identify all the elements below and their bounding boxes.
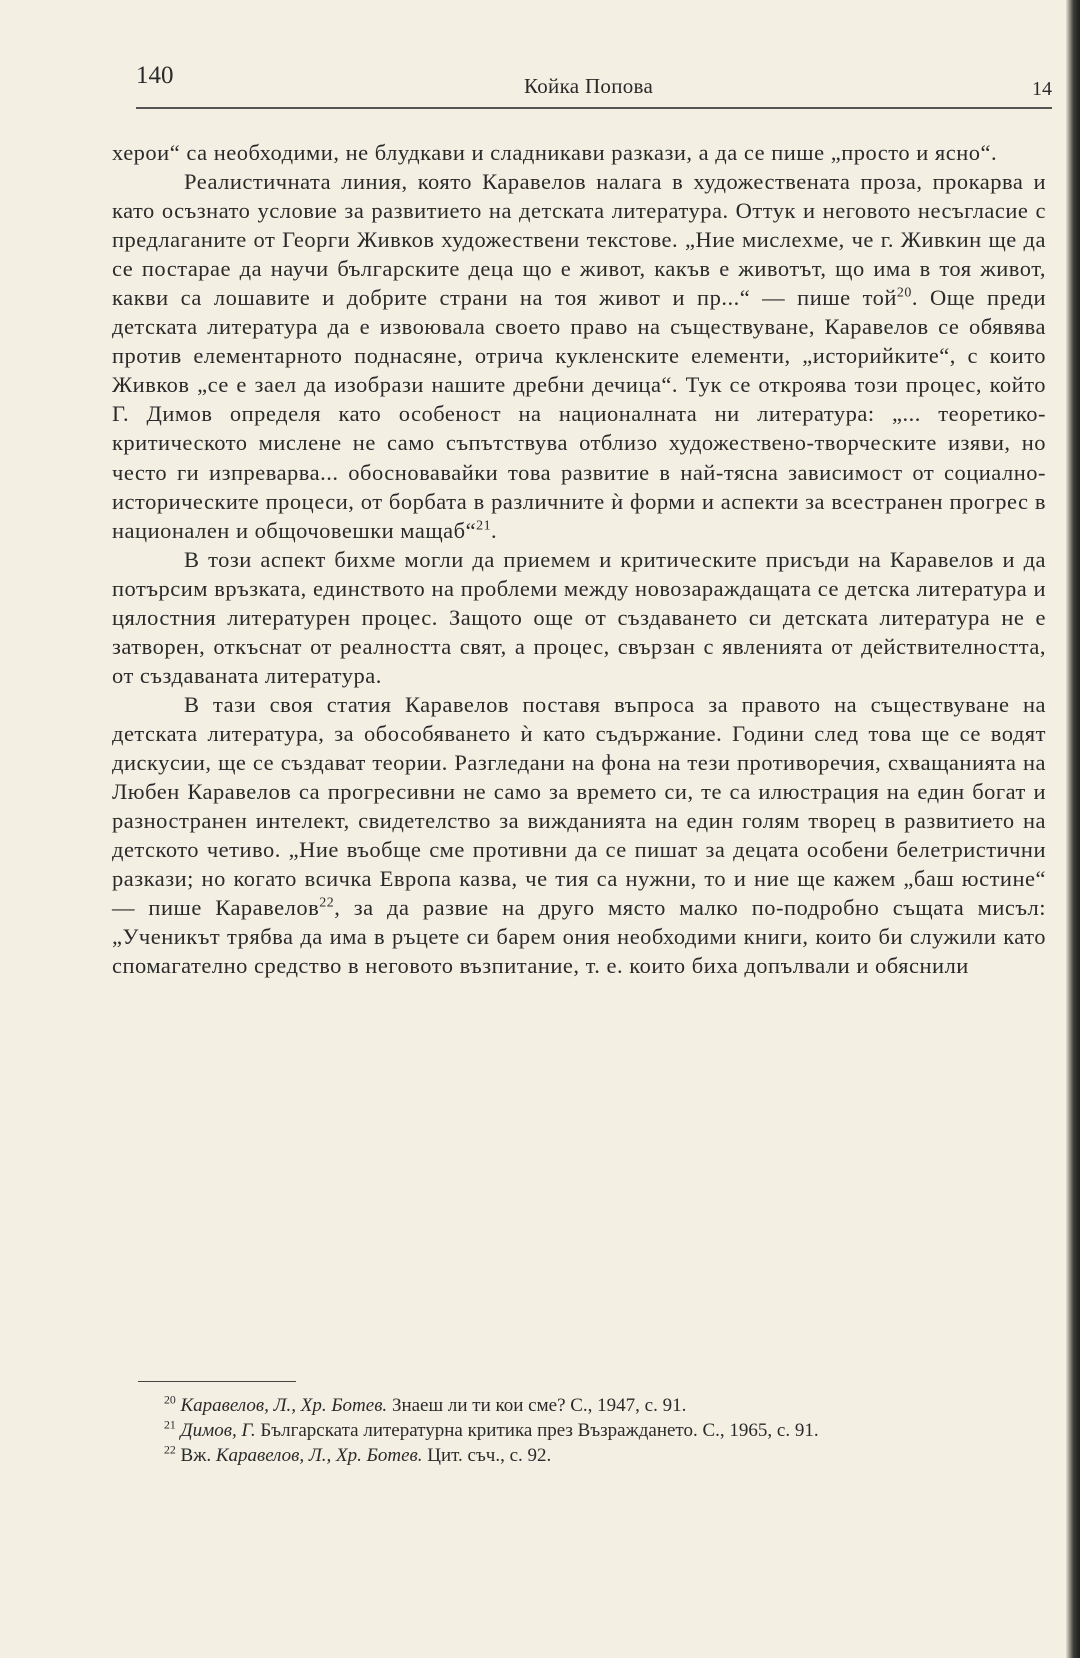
footnote-22: $^{22}$ Вж. Каравелов, Л., Хр. Ботев. Цит. съч., с. 92. (164, 1443, 552, 1466)
paragraph-2: Реалистичната линия, която Каравелов налага в художествената проза, прокарва и като осъзнато условие за развитието на детската литература. Оттук и неговото несъгласие с предлаганите от Георги Живков художествени текстове. „Ние мислехме, че г. Живкин ще да се постарае да научи българските деца що е живот, какъв е животът, що има в тоя живот, какви са лошавите и добрите страни на тоя живот и пр...“ — пише той$^{20}$. Още преди детската литература да е извоювала своето право на съществуване, Каравелов се обявява против елементарното поднасяне, отрича кукленските елементи, „историйките“, с които Живков „се е заел да изобрази нашите дребни дечица“. Тук се откроява този процес, който Г. Димов определя като особеност на националната ни литература: „... теоретико-критическото мислене не само съпътствува отблизо художествено-творческите изяви, но често ги изпреварва... обосновавайки това развитие в най-тясна зависимост от социално-историческите процеси, от борбата в различните ѝ форми и аспекти за всестранен прогрес в национален и общочовешки мащаб“$^{21}$. (112, 169, 1046, 543)
paragraph-3: В този аспект бихме могли да приемем и критическите присъди на Каравелов и да потърсим връзката, единството на проблеми между новозараждащата се детска литература и цялостния литературен процес. Защото още от създаването си детската литература не е затворен, откъснат от реалността свят, а процес, свързан с явленията от действителността, от създаваната литература. (112, 546, 1046, 688)
page-edge-shadow (1066, 0, 1080, 1658)
footnote-ref-20[interactable]: 20 (896, 285, 912, 301)
page-number: 140 (136, 62, 174, 89)
facing-page-number: 14 (1032, 78, 1052, 100)
paragraph-1: херои“ са необходими, не блудкави и сладникави разкази, а да се пише „просто и ясно“. (112, 140, 998, 165)
footnotes (108, 1393, 1038, 1468)
footnote-ref-22[interactable]: 22 (319, 895, 335, 911)
footnote-20: $^{20}$ Каравелов, Л., Хр. Ботев. Знаеш ли ти кои сме? С., 1947, с. 91. (164, 1393, 687, 1416)
footnote-rule (138, 1381, 296, 1382)
paragraph-4: В тази своя статия Каравелов поставя въпроса за правото на съществуване на детската литература, за обособяването ѝ като съдържание. Години след това ще се водят дискусии, ще се създават теории. Разгледани на фона на тези противоречия, схващанията на Любен Каравелов са прогресивни не само за времето си, те са илюстрация на един богат и разностранен интелект, свидетелство за вижданията на един голям творец в развитието на детското четиво. „Ние въобще сме противни да се пишат за децата особени белетристични разкази; но когато всичка Европа казва, че тия са нужни, то и ние ще кажем „баш юстине“ — пише Каравелов$^{22}$, за да развие на друго място малко по-подробно същата мисъл: „Ученикът трябва да има в ръцете си барем ония необходими книги, които би служили като спомагателно средство в неговото възпитание, т. е. които биха допълвали и обяснили (112, 691, 1046, 979)
footnote-ref-21[interactable]: 21 (476, 518, 492, 534)
running-head: Койка Попова (524, 74, 654, 98)
page-header (136, 62, 1052, 102)
body-text (112, 138, 1046, 980)
footnote-21: $^{21}$ Димов, Г. Българската литературна критика през Възраждането. С., 1965, с. 91. (164, 1418, 819, 1441)
header-rule (136, 107, 1052, 109)
